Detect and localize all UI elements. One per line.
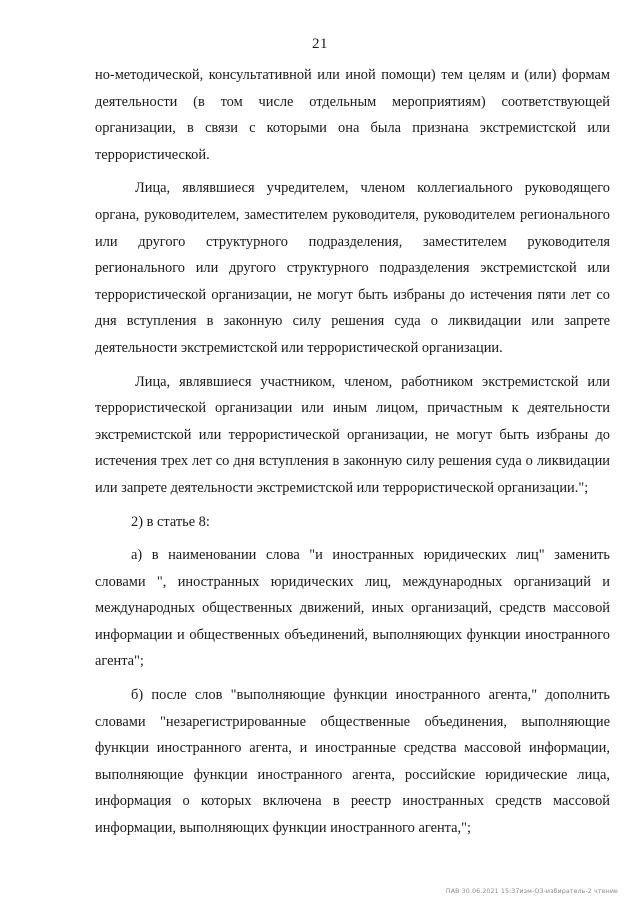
document-body <box>95 62 610 849</box>
paragraph-founders-restriction: Лица, являвшиеся учредителем, членом коллегиального руководящего органа, руководителем, заместителем руководителя, руководителем регионального или другого структурного подразделения, заместителем руководителя регионального или другого структурного подразделения экстремистской или террористической организации, не могут быть избраны до истечения пяти лет со дня вступления в законную силу решения суда о ликвидации или запрете деятельности экстремистской или террористической организации. <box>95 180 610 356</box>
footer-stamp: ПАВ 30.06.2021 15:37изм-ОЗ-избиратель-2 чтение <box>445 888 618 895</box>
paragraph-item-b: б) после слов "выполняющие функции иностранного агента," дополнить словами "незарегистрированные общественные объединения, выполняющие функции иностранного агента, и иностранные средства массовой информации, выполняющие функции иностранного агента, российские юридические лица, информация о которых включена в реестр иностранных средств массовой информации, выполняющих функции иностранного агента,"; <box>95 687 610 837</box>
paragraph-item-a: а) в наименовании слова "и иностранных юридических лиц" заменить словами ", иностранных юридических лиц, международных организаций и международных общественных движений, иных организаций, средств массовой информации и общественных объединений, выполняющих функции иностранного агента"; <box>95 547 610 670</box>
paragraph-continuation: но-методической, консультативной или иной помощи) тем целям и (или) формам деятельности (в том числе отдельным мероприятиям) соответствующей организации, в связи с которыми она была признана экстремистской или террористической. <box>95 67 610 163</box>
paragraph-article-8: 2) в статье 8: <box>131 513 210 530</box>
page-number: 21 <box>312 36 328 52</box>
paragraph-members-restriction: Лица, являвшиеся участником, членом, работником экстремистской или террористической организации или иным лицом, причастным к деятельности экстремистской или террористической организации, не могут быть избраны до истечения трех лет со дня вступления в законную силу решения суда о ликвидации или запрете деятельности экстремистской или террористической организации."; <box>95 373 610 496</box>
